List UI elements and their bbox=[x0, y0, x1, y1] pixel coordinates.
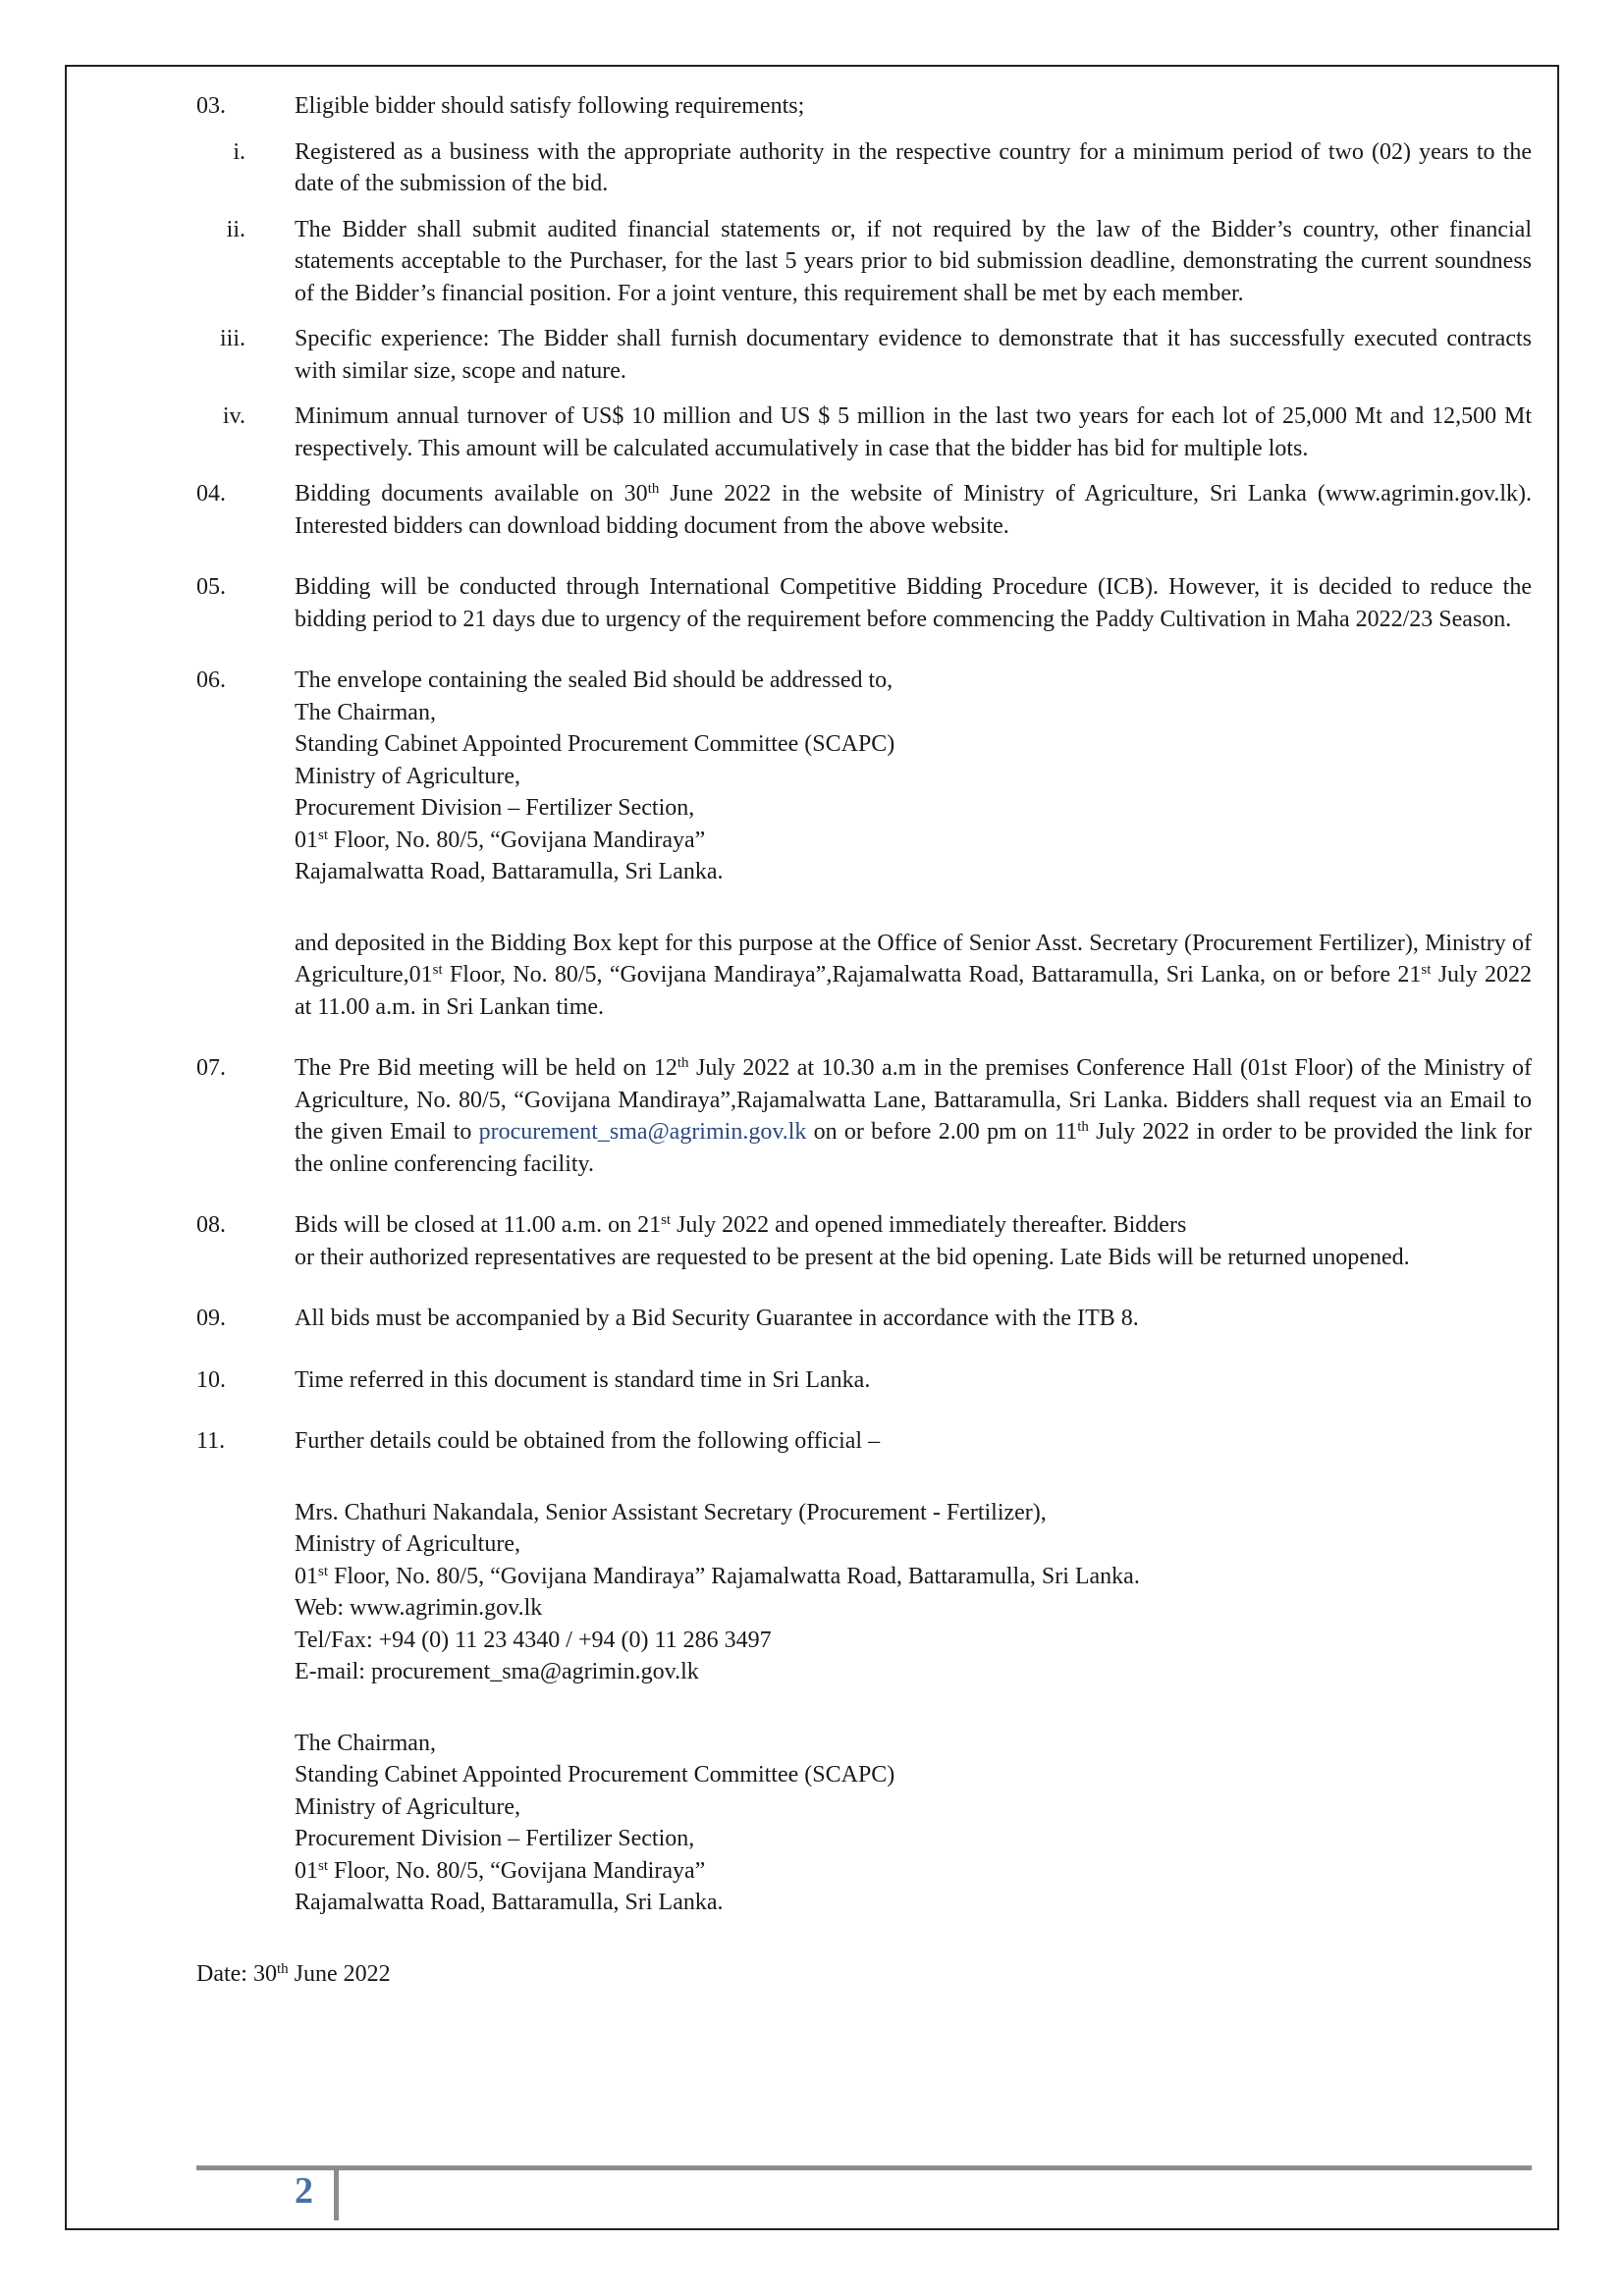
email-link[interactable]: procurement_sma@agrimin.gov.lk bbox=[478, 1119, 807, 1145]
clause-11 bbox=[196, 1425, 1532, 1919]
clause-text: The Pre Bid meeting will be held on 12th July 2022 at 10.30 a.m in the premises Conference Hall (01st Floor) of the Ministry of Agriculture, No. 80/5, “Govijana Mandiraya”,Rajamalwatta Lane, Battaramulla, Sri Lanka. Bidders shall request via an Email to the given Email to procurement_sma@agrimin.gov.lk on or before 2.00 pm on 11th July 2022 in order to be provided the link for the online conferencing facility. bbox=[295, 1055, 1532, 1177]
page-number-divider bbox=[334, 2169, 339, 2220]
address-line: Standing Cabinet Appointed Procurement Committee (SCAPC) bbox=[295, 731, 895, 757]
clause-03 bbox=[196, 90, 1532, 123]
requirement-number: i. bbox=[233, 138, 245, 165]
address-line: Procurement Division – Fertilizer Section, bbox=[295, 795, 695, 821]
clause-09 bbox=[196, 1303, 1532, 1335]
clause-04 bbox=[196, 478, 1532, 542]
requirement-iv bbox=[196, 400, 1532, 464]
official-email: E-mail: procurement_sma@agrimin.gov.lk bbox=[295, 1659, 699, 1684]
clause-text: All bids must be accompanied by a Bid Security Guarantee in accordance with the ITB 8. bbox=[295, 1306, 1139, 1331]
clause-number: 04. bbox=[196, 481, 226, 507]
clause-number: 03. bbox=[196, 93, 226, 119]
clause-text: Eligible bidder should satisfy following requirements; bbox=[295, 93, 805, 119]
clause-number: 08. bbox=[196, 1212, 226, 1238]
clause-text: Bidding documents available on 30th June 2022 in the website of Ministry of Agriculture, Sri Lanka (www.agrimin.gov.lk). Interested bidders can download bidding document from the above website. bbox=[295, 481, 1533, 539]
official-line: Ministry of Agriculture, bbox=[295, 1531, 520, 1557]
clause-08 bbox=[196, 1209, 1532, 1273]
requirement-text: Registered as a business with the appropriate authority in the respective country for a minimum period of two (02) years to the date of the submission of the bid. bbox=[295, 138, 1532, 196]
requirement-number: ii. bbox=[226, 216, 245, 242]
clause-number: 09. bbox=[196, 1306, 226, 1331]
clause-number: 07. bbox=[196, 1055, 226, 1081]
clause-text: Further details could be obtained from the following official – bbox=[295, 1428, 881, 1454]
document-date: Date: 30th June 2022 bbox=[196, 1960, 391, 1987]
footer-rule bbox=[196, 2165, 1532, 2170]
official-line: Mrs. Chathuri Nakandala, Senior Assistant Secretary (Procurement - Fertilizer), bbox=[295, 1499, 1047, 1525]
clause-number: 10. bbox=[196, 1366, 226, 1393]
requirement-i bbox=[196, 136, 1532, 200]
address-line: Procurement Division – Fertilizer Section, bbox=[295, 1826, 695, 1851]
official-web: Web: www.agrimin.gov.lk bbox=[295, 1595, 543, 1621]
official-line: 01st Floor, No. 80/5, “Govijana Mandiraya” Rajamalwatta Road, Battaramulla, Sri Lanka. bbox=[295, 1563, 1140, 1589]
page-number: 2 bbox=[295, 2170, 313, 2212]
address-line: Rajamalwatta Road, Battaramulla, Sri Lanka. bbox=[295, 1890, 724, 1915]
address-line: The Chairman, bbox=[295, 699, 436, 725]
requirement-iii bbox=[196, 323, 1532, 387]
requirement-number: iv. bbox=[222, 403, 245, 429]
clause-05 bbox=[196, 571, 1532, 635]
clause-text-line: Bids will be closed at 11.00 a.m. on 21st July 2022 and opened immediately thereafter. Bidders bbox=[295, 1212, 1187, 1238]
clause-text: Time referred in this document is standard time in Sri Lanka. bbox=[295, 1366, 871, 1393]
clause-10 bbox=[196, 1364, 1532, 1397]
address-line: 01st Floor, No. 80/5, “Govijana Mandiraya” bbox=[295, 827, 706, 853]
clause-text: The envelope containing the sealed Bid should be addressed to, bbox=[295, 667, 893, 693]
clause-text: Bidding will be conducted through International Competitive Bidding Procedure (ICB). However, it is decided to reduce the bidding period to 21 days due to urgency of the requirement before commencing the Paddy Cultivation in Maha 2022/23 Season. bbox=[295, 574, 1532, 632]
requirement-number: iii. bbox=[219, 326, 245, 351]
address-line: Standing Cabinet Appointed Procurement Committee (SCAPC) bbox=[295, 1762, 895, 1788]
official-phone: Tel/Fax: +94 (0) 11 23 4340 / +94 (0) 11 286 3497 bbox=[295, 1627, 772, 1653]
requirement-text: Specific experience: The Bidder shall furnish documentary evidence to demonstrate that it has successfully executed contracts with similar size, scope and nature. bbox=[295, 326, 1532, 384]
requirement-ii bbox=[196, 214, 1532, 310]
clause-text: or their authorized representatives are requested to be present at the bid opening. Late Bids will be returned unopened. bbox=[295, 1244, 1410, 1270]
clause-06 bbox=[196, 665, 1532, 888]
document-body bbox=[196, 90, 1532, 1990]
clause-number: 11. bbox=[196, 1428, 226, 1454]
clause-text: and deposited in the Bidding Box kept for this purpose at the Office of Senior Asst. Secretary (Procurement Fertilizer), Ministry of Agriculture,01st Floor, No. 80/5, “Govijana Mandiraya”,Rajamalwatta Road, Battaramulla, Sri Lanka, on or before 21st July 2022 at 11.00 a.m. in Sri Lankan time. bbox=[295, 930, 1532, 1020]
clause-07 bbox=[196, 1052, 1532, 1180]
address-line: The Chairman, bbox=[295, 1730, 436, 1756]
clause-number: 06. bbox=[196, 667, 226, 693]
address-line: Ministry of Agriculture, bbox=[295, 1793, 520, 1820]
address-line: Ministry of Agriculture, bbox=[295, 763, 520, 789]
address-line: Rajamalwatta Road, Battaramulla, Sri Lanka. bbox=[295, 859, 724, 884]
requirement-text: The Bidder shall submit audited financial statements or, if not required by the law of the Bidder’s country, other financial statements acceptable to the Purchaser, for the last 5 years prior to bid submission deadline, demonstrating the current soundness of the Bidder’s financial position. For a joint venture, this requirement shall be met by each member. bbox=[295, 216, 1532, 306]
address-line: 01st Floor, No. 80/5, “Govijana Mandiraya” bbox=[295, 1857, 706, 1884]
clause-number: 05. bbox=[196, 574, 226, 600]
clause-06-deposit bbox=[196, 928, 1532, 1024]
requirement-text: Minimum annual turnover of US$ 10 million and US $ 5 million in the last two years for each lot of 25,000 Mt and 12,500 Mt respectively. This amount will be calculated accumulatively in case that the bidder has bid for multiple lots. bbox=[295, 403, 1532, 461]
